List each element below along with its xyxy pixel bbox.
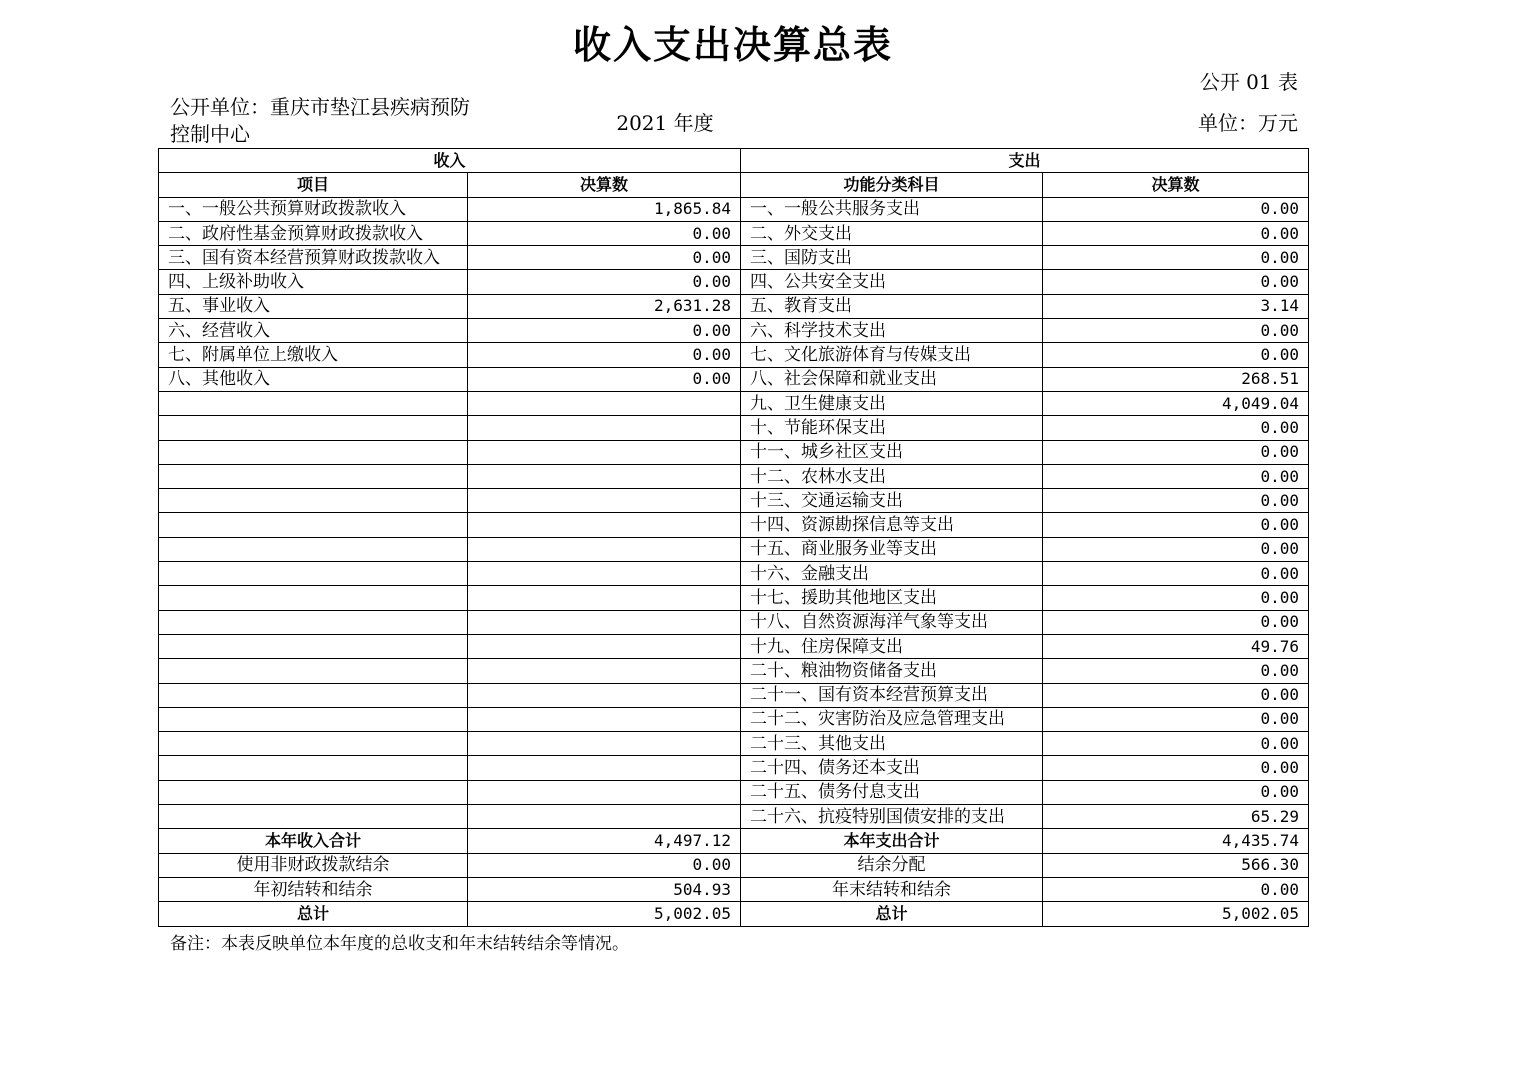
income-item-cell <box>159 707 468 731</box>
expense-item-header: 功能分类科目 <box>741 173 1043 197</box>
income-item-cell <box>159 586 468 610</box>
table-row <box>159 294 1309 318</box>
income-amount-cell <box>468 707 741 731</box>
table-row <box>159 537 1309 561</box>
income-amount-cell: 0.00 <box>468 343 741 367</box>
income-amount-cell <box>468 416 741 440</box>
expense-item-cell: 八、社会保障和就业支出 <box>741 367 1043 391</box>
budget-summary-table <box>158 148 1309 927</box>
income-amount-cell <box>468 610 741 634</box>
income-item-cell: 五、事业收入 <box>159 294 468 318</box>
nonfiscal-label: 使用非财政拨款结余 <box>159 853 468 877</box>
income-item-cell <box>159 683 468 707</box>
column-header-row <box>159 173 1309 197</box>
expense-amount-cell: 0.00 <box>1043 416 1309 440</box>
income-item-cell: 八、其他收入 <box>159 367 468 391</box>
income-amount-cell: 0.00 <box>468 270 741 294</box>
form-number: 公开 01 表 <box>1199 70 1298 94</box>
table-row <box>159 683 1309 707</box>
income-item-cell: 三、国有资本经营预算财政拨款收入 <box>159 246 468 270</box>
expense-amount-cell: 0.00 <box>1043 780 1309 804</box>
expense-item-cell: 十七、援助其他地区支出 <box>741 586 1043 610</box>
income-amount-cell: 1,865.84 <box>468 197 741 221</box>
expense-item-cell: 十二、农林水支出 <box>741 464 1043 488</box>
table-row <box>159 367 1309 391</box>
summary-row-nonfiscal <box>159 853 1309 877</box>
expense-amount-cell: 0.00 <box>1043 537 1309 561</box>
income-amount-cell: 0.00 <box>468 319 741 343</box>
expense-item-cell: 四、公共安全支出 <box>741 270 1043 294</box>
expense-amount-cell: 0.00 <box>1043 319 1309 343</box>
expense-item-cell: 十三、交通运输支出 <box>741 489 1043 513</box>
expense-amount-cell: 49.76 <box>1043 634 1309 658</box>
summary-row-balance <box>159 877 1309 901</box>
table-row <box>159 343 1309 367</box>
footnote: 备注：本表反映单位本年度的总收支和年末结转结余等情况。 <box>170 934 629 954</box>
table-row <box>159 805 1309 829</box>
income-amount-cell <box>468 537 741 561</box>
table-row <box>159 513 1309 537</box>
total-income-label: 总计 <box>159 902 468 926</box>
expense-amount-cell: 0.00 <box>1043 513 1309 537</box>
expense-amount-cell: 0.00 <box>1043 707 1309 731</box>
surplus-alloc-value: 566.30 <box>1043 853 1309 877</box>
income-item-cell <box>159 416 468 440</box>
total-expense-label: 总计 <box>741 902 1043 926</box>
page-title: 收入支出决算总表 <box>572 23 893 67</box>
expense-item-cell: 九、卫生健康支出 <box>741 391 1043 415</box>
nonfiscal-value: 0.00 <box>468 853 741 877</box>
income-item-cell: 六、经营收入 <box>159 319 468 343</box>
income-item-cell <box>159 513 468 537</box>
income-amount-cell <box>468 659 741 683</box>
income-amount-cell <box>468 440 741 464</box>
income-item-cell: 四、上级补助收入 <box>159 270 468 294</box>
expense-item-cell: 二十四、债务还本支出 <box>741 756 1043 780</box>
expense-item-cell: 十四、资源勘探信息等支出 <box>741 513 1043 537</box>
expense-amount-cell: 0.00 <box>1043 464 1309 488</box>
table-row <box>159 707 1309 731</box>
table-row <box>159 221 1309 245</box>
income-item-cell <box>159 659 468 683</box>
expense-amount-cell: 0.00 <box>1043 610 1309 634</box>
table-row <box>159 610 1309 634</box>
expense-item-cell: 二十二、灾害防治及应急管理支出 <box>741 707 1043 731</box>
table-row <box>159 246 1309 270</box>
table-row <box>159 197 1309 221</box>
summary-row-year-total <box>159 829 1309 853</box>
table-body <box>159 197 1309 926</box>
income-item-cell <box>159 464 468 488</box>
expense-amount-cell: 0.00 <box>1043 659 1309 683</box>
group-header-row <box>159 149 1309 173</box>
income-amount-cell <box>468 780 741 804</box>
summary-row-grand-total <box>159 902 1309 926</box>
expense-item-cell: 十九、住房保障支出 <box>741 634 1043 658</box>
total-income-value: 5,002.05 <box>468 902 741 926</box>
income-group-header: 收入 <box>159 149 741 173</box>
expense-amount-cell: 3.14 <box>1043 294 1309 318</box>
fiscal-year: 2021 年度 <box>616 111 714 135</box>
income-amount-cell: 0.00 <box>468 221 741 245</box>
table-row <box>159 659 1309 683</box>
income-amount-cell <box>468 464 741 488</box>
expense-amount-cell: 0.00 <box>1043 221 1309 245</box>
expense-item-cell: 二十五、债务付息支出 <box>741 780 1043 804</box>
expense-item-cell: 五、教育支出 <box>741 294 1043 318</box>
income-item-cell <box>159 634 468 658</box>
table-row <box>159 562 1309 586</box>
income-amount-cell <box>468 756 741 780</box>
expense-amount-cell: 65.29 <box>1043 805 1309 829</box>
table-row <box>159 586 1309 610</box>
income-item-cell <box>159 440 468 464</box>
expense-amount-cell: 0.00 <box>1043 343 1309 367</box>
income-item-header: 项目 <box>159 173 468 197</box>
table-row <box>159 780 1309 804</box>
income-item-cell <box>159 756 468 780</box>
expense-amount-cell: 0.00 <box>1043 489 1309 513</box>
table-row <box>159 270 1309 294</box>
expense-item-cell: 十一、城乡社区支出 <box>741 440 1043 464</box>
expense-amount-cell: 0.00 <box>1043 246 1309 270</box>
expense-item-cell: 二十六、抗疫特别国债安排的支出 <box>741 805 1043 829</box>
expense-amount-cell: 0.00 <box>1043 586 1309 610</box>
expense-item-cell: 二、外交支出 <box>741 221 1043 245</box>
expense-item-cell: 一、一般公共服务支出 <box>741 197 1043 221</box>
income-amount-cell <box>468 513 741 537</box>
income-item-cell <box>159 562 468 586</box>
income-amount-cell <box>468 805 741 829</box>
expense-item-cell: 七、文化旅游体育与传媒支出 <box>741 343 1043 367</box>
income-amount-cell: 0.00 <box>468 367 741 391</box>
expense-item-cell: 十五、商业服务业等支出 <box>741 537 1043 561</box>
expense-item-cell: 十、节能环保支出 <box>741 416 1043 440</box>
income-item-cell <box>159 391 468 415</box>
begin-balance-value: 504.93 <box>468 877 741 901</box>
income-item-cell <box>159 805 468 829</box>
expense-amount-cell: 0.00 <box>1043 562 1309 586</box>
expense-amount-cell: 0.00 <box>1043 197 1309 221</box>
table-row <box>159 732 1309 756</box>
expense-amount-cell: 0.00 <box>1043 270 1309 294</box>
currency-unit: 单位：万元 <box>1198 111 1298 135</box>
total-expense-value: 5,002.05 <box>1043 902 1309 926</box>
year-expense-label: 本年支出合计 <box>741 829 1043 853</box>
table-row <box>159 416 1309 440</box>
table-row <box>159 634 1309 658</box>
income-item-cell <box>159 610 468 634</box>
expense-item-cell: 六、科学技术支出 <box>741 319 1043 343</box>
reporting-unit: 公开单位：重庆市垫江县疾病预防控制中心 <box>170 95 470 146</box>
table-row <box>159 440 1309 464</box>
income-item-cell <box>159 489 468 513</box>
income-amount-cell <box>468 562 741 586</box>
year-expense-value: 4,435.74 <box>1043 829 1309 853</box>
expense-amount-header: 决算数 <box>1043 173 1309 197</box>
year-income-label: 本年收入合计 <box>159 829 468 853</box>
surplus-alloc-label: 结余分配 <box>741 853 1043 877</box>
end-balance-label: 年末结转和结余 <box>741 877 1043 901</box>
income-item-cell: 七、附属单位上缴收入 <box>159 343 468 367</box>
income-item-cell <box>159 537 468 561</box>
table-row <box>159 756 1309 780</box>
income-item-cell <box>159 732 468 756</box>
table-row <box>159 464 1309 488</box>
expense-item-cell: 二十三、其他支出 <box>741 732 1043 756</box>
begin-balance-label: 年初结转和结余 <box>159 877 468 901</box>
table-row <box>159 391 1309 415</box>
income-item-cell: 一、一般公共预算财政拨款收入 <box>159 197 468 221</box>
income-amount-cell <box>468 683 741 707</box>
expense-amount-cell: 0.00 <box>1043 683 1309 707</box>
expense-item-cell: 十八、自然资源海洋气象等支出 <box>741 610 1043 634</box>
expense-group-header: 支出 <box>741 149 1309 173</box>
expense-amount-cell: 268.51 <box>1043 367 1309 391</box>
expense-item-cell: 二十一、国有资本经营预算支出 <box>741 683 1043 707</box>
income-amount-cell: 0.00 <box>468 246 741 270</box>
income-amount-cell <box>468 732 741 756</box>
expense-amount-cell: 0.00 <box>1043 440 1309 464</box>
table-row <box>159 319 1309 343</box>
income-amount-cell <box>468 586 741 610</box>
expense-item-cell: 三、国防支出 <box>741 246 1043 270</box>
expense-item-cell: 二十、粮油物资储备支出 <box>741 659 1043 683</box>
income-item-cell <box>159 780 468 804</box>
expense-amount-cell: 0.00 <box>1043 756 1309 780</box>
year-income-value: 4,497.12 <box>468 829 741 853</box>
table-row <box>159 489 1309 513</box>
end-balance-value: 0.00 <box>1043 877 1309 901</box>
income-amount-header: 决算数 <box>468 173 741 197</box>
income-amount-cell <box>468 391 741 415</box>
income-amount-cell <box>468 489 741 513</box>
income-item-cell: 二、政府性基金预算财政拨款收入 <box>159 221 468 245</box>
expense-amount-cell: 4,049.04 <box>1043 391 1309 415</box>
income-amount-cell: 2,631.28 <box>468 294 741 318</box>
income-amount-cell <box>468 634 741 658</box>
expense-amount-cell: 0.00 <box>1043 732 1309 756</box>
expense-item-cell: 十六、金融支出 <box>741 562 1043 586</box>
